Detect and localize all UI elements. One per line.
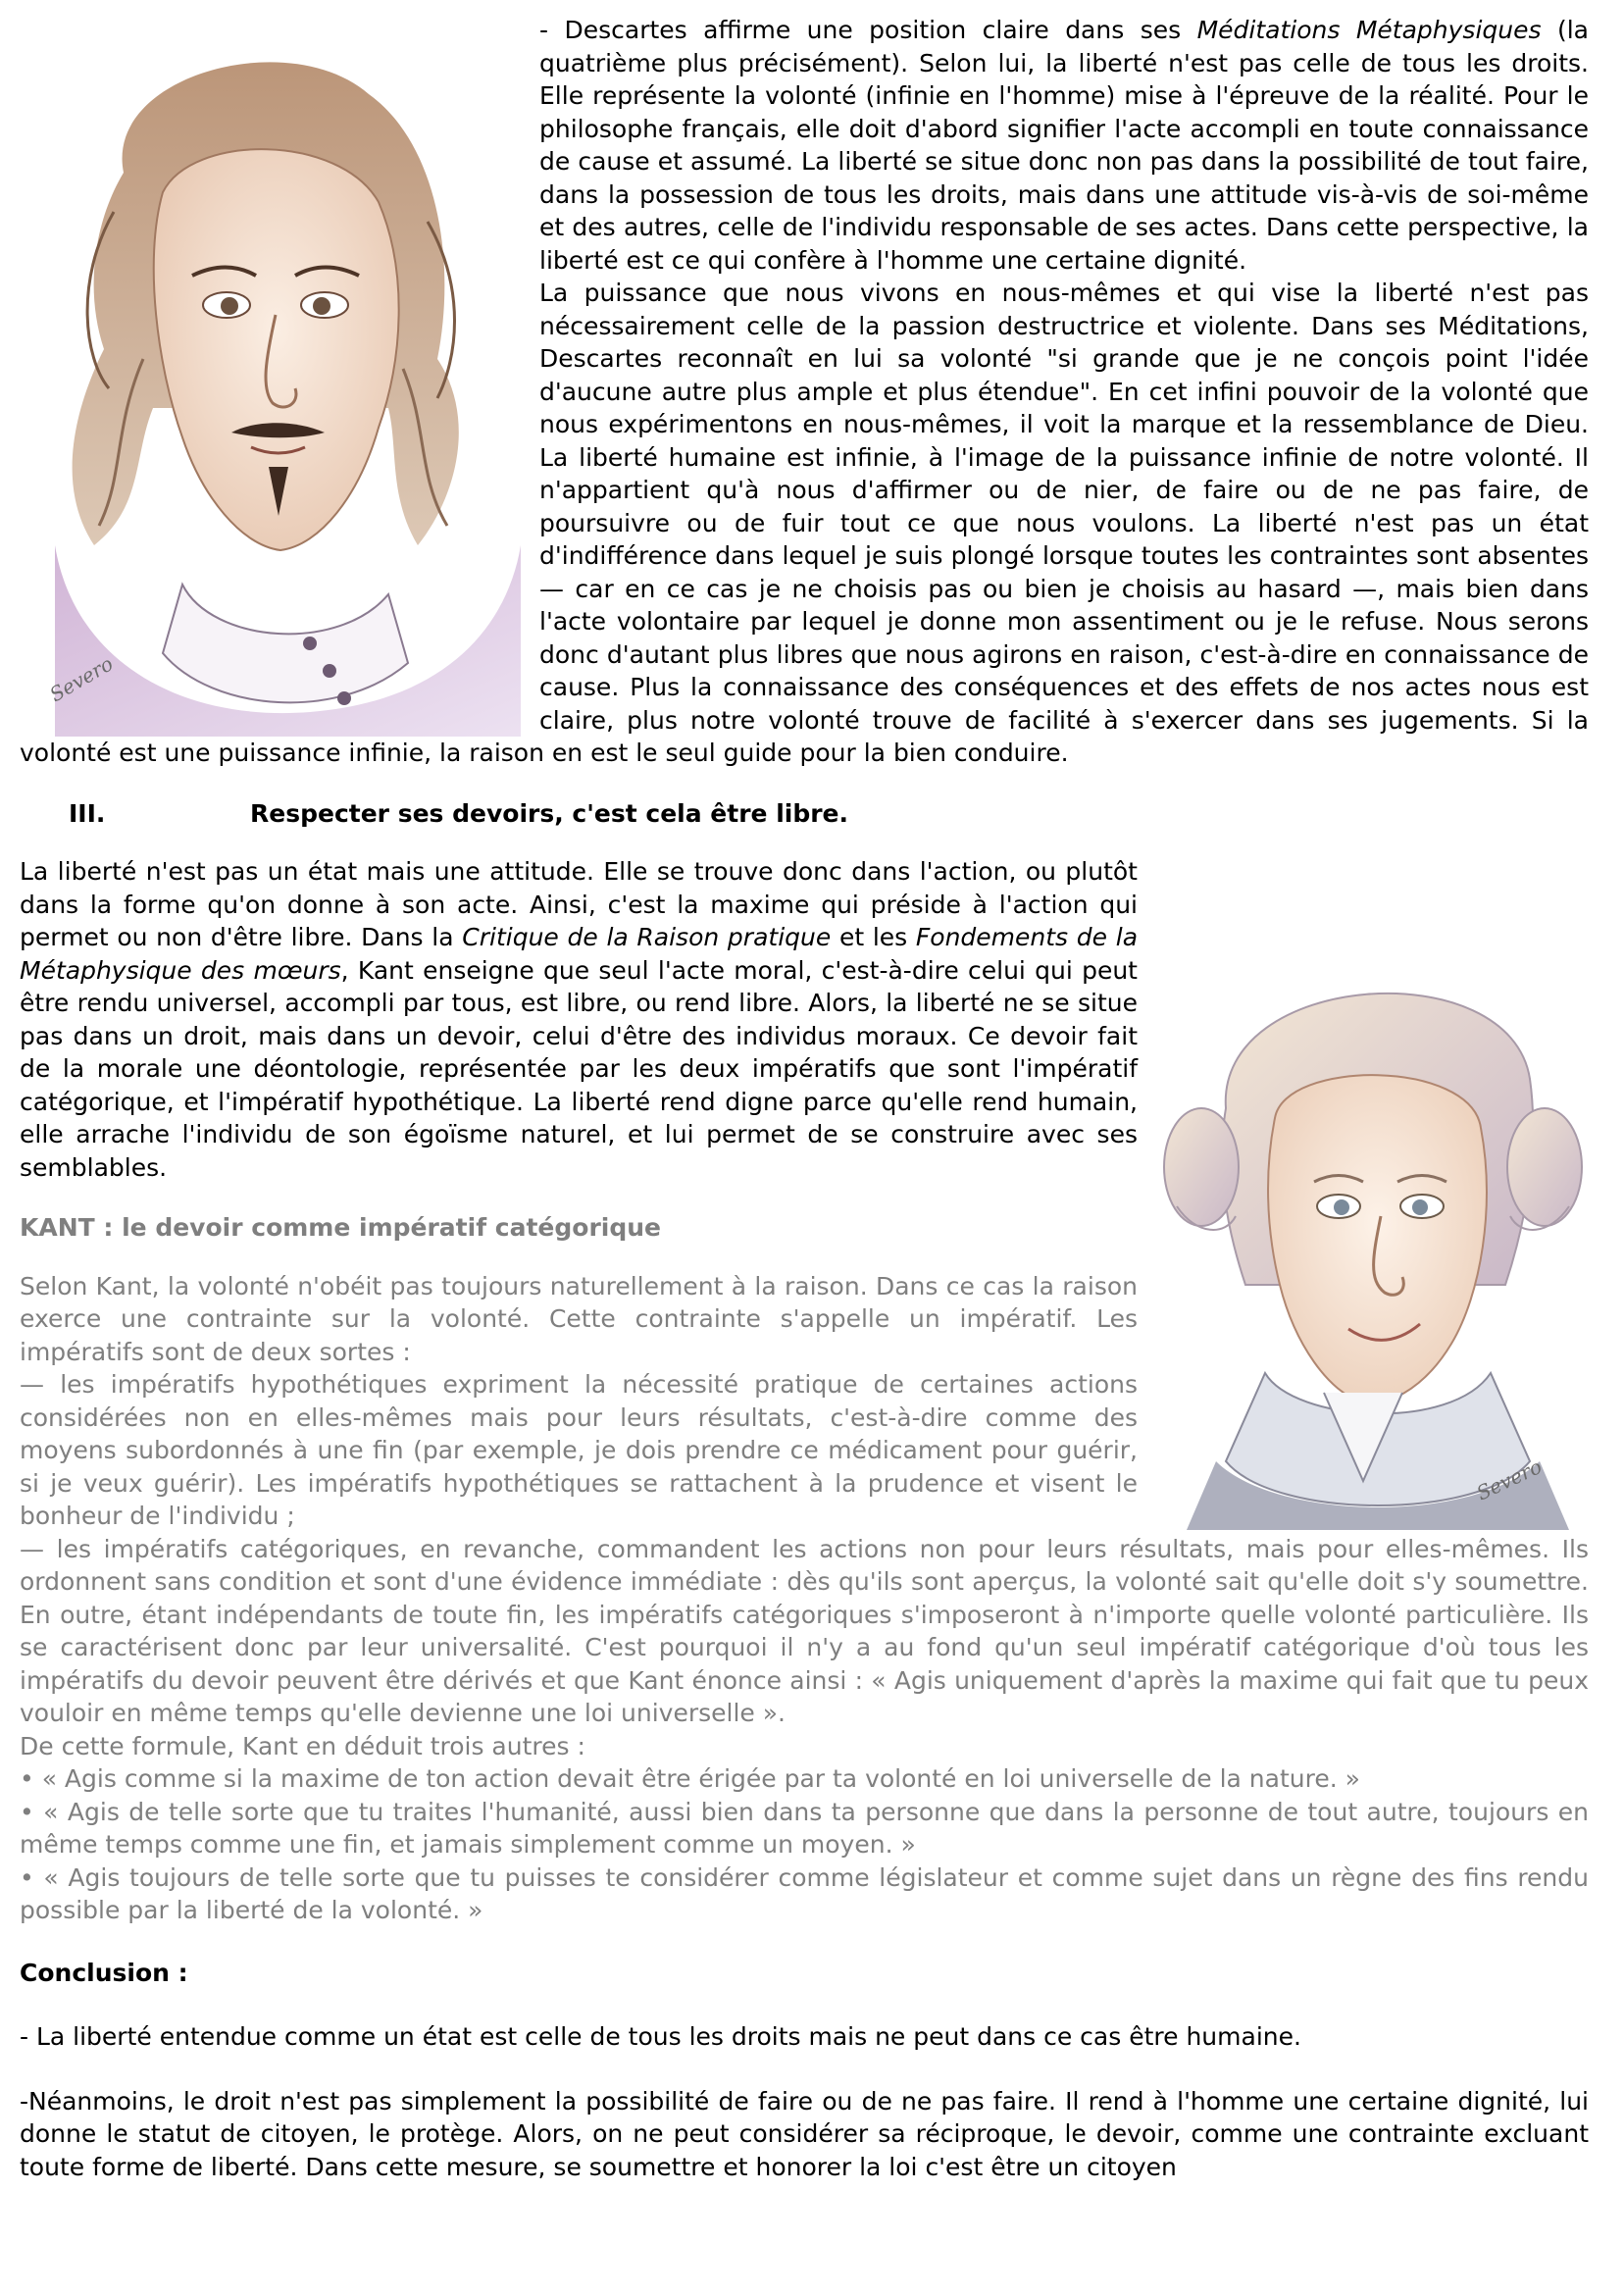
meditations-title: Méditations Métaphysiques: [1196, 16, 1542, 44]
critique-title: Critique de la Raison pratique: [462, 923, 832, 951]
kant-bullet-1: • « Agis comme si la maxime de ton action devait être érigée par ta volonté en loi universelle de la nature. »: [20, 1764, 1360, 1793]
conclusion-point-1: - La liberté entendue comme un état est celle de tous les droits mais ne peut dans ce cas être humaine.: [20, 2022, 1301, 2051]
conclusion-title: Conclusion :: [20, 1958, 188, 1987]
section-number: III.: [69, 798, 106, 828]
document-page: [20, 14, 1589, 2183]
kant-heading: KANT : le devoir comme impératif catégorique: [20, 1213, 661, 1242]
kant-caricature-image: [1157, 912, 1589, 1530]
kant-bullet-3: • « Agis toujours de telle sorte que tu puisses te considérer comme législateur et comme sujet dans un règne des fins rendu possible par la liberté de la volonté. »: [20, 1862, 1589, 1924]
descartes-caricature-image: [16, 35, 526, 737]
kant-hypothetical: — les impératifs hypothétiques expriment la nécessité pratique de certaines actions considérées non en elles-mêmes mais pour leurs résultats, c'est-à-dire comme des moyens subordonnés à une fin (par exemple, je dois prendre ce médicament pour guérir, si je veux guérir). Les impératifs hypothétiques se rattachent à la prudence et visent le bonheur de l'individu ;: [20, 1370, 1138, 1530]
conclusion-point-2: -Néanmoins, le droit n'est pas simplement la possibilité de faire ou de ne pas faire. Il rend à l'homme une certaine dignité, lui donne le statut de citoyen, le protège. Alors, on ne peut considérer sa réciproque, le devoir, comme une contrainte excluant toute forme de liberté. Dans cette mesure, se soumettre et honorer la loi c'est être un citoyen: [20, 2086, 1589, 2181]
descartes-signature: Severo: [45, 651, 118, 707]
kant-derived-intro: De cette formule, Kant en déduit trois autres :: [20, 1731, 585, 1760]
fondements-title: Fondements de la Métaphysique des mœurs: [20, 923, 1139, 985]
section-heading: [20, 797, 1589, 831]
descartes-paragraph-2: La puissance que nous vivons en nous-mêmes et qui vise la liberté n'est pas nécessairement celle de la passion destructrice et violente. Dans ses Méditations, Descartes reconnaît en lui sa volonté "si grande que je ne conçois point l'idée d'aucune autre plus ample et plus étendue". En cet infini pouvoir de la volonté que nous expérimentons en nous-mêmes, il voit la marque et la ressemblance de Dieu. La liberté humaine est infinie, à l'image de la puissance infinie de notre volonté. Il n'appartient qu'à nous d'affirmer ou de nier, de faire ou de ne pas faire, de poursuivre ou de fuir tout ce que nous voulons. La liberté n'est pas un état d'indifférence dans lequel je suis plongé lorsque toutes les contraintes sont absentes — car en ce cas je ne choisis pas ou bien je choisis au hasard —, mais bien dans l'acte volontaire par lequel je donne mon assentiment ou je le refuse. Nous serons donc d'autant plus libres que nous agirons en raison, c'est-à-dire en connaissance de cause. Plus la connaissance des conséquences et des effets de nos actes nous est claire, plus notre volonté trouve de facilité à s'exercer dans ses jugements. Si la volonté est une puissance infinie, la raison en est le seul guide pour la bien conduire.: [20, 279, 1589, 767]
kant-intro: Selon Kant, la volonté n'obéit pas toujours naturellement à la raison. Dans ce cas la raison exerce une contrainte sur la volonté. Cette contrainte s'appelle un impératif. Les impératifs sont de deux sortes :: [20, 1271, 1138, 1366]
descartes-section: [20, 14, 1589, 770]
kant-categorical: — les impératifs catégoriques, en revanche, commandent les actions non pour leurs résultats, mais pour elles-mêmes. Ils ordonnent sans condition et sont d'une évidence immédiate : dès qu'ils sont aperçus, la volonté sait qu'elle doit s'y soumettre. En outre, étant indépendants de toute fin, les impératifs catégoriques s'imposeront à n'importe quelle volonté particulière. Ils se caractérisent donc par leur universalité. C'est pourquoi il n'y a au fond qu'un seul impératif catégorique d'où tous les impératifs du devoir peuvent être dérivés et que Kant énonce ainsi : « Agis uniquement d'après la maxime qui fait que tu peux vouloir en même temps qu'elle devienne une loi universelle ».: [20, 1534, 1589, 1727]
kant-signature: Severo: [1472, 1454, 1546, 1505]
descartes-paragraph-1: - Descartes affirme une position claire dans ses Méditations Métaphysiques (la quatrième plus précisément). Selon lui, la liberté n'est pas celle de tous les droits. Elle représente la volonté (infinie en l'homme) mise à l'épreuve de la réalité. Pour le philosophe français, elle doit d'abord signifier l'acte accompli en toute connaissance de cause et assumé. La liberté se situe donc non pas dans la possibilité de tout faire, dans la possession de tous les droits, mais dans une attitude vis-à-vis de soi-même et des autres, celle de l'individu responsable de ses actes. Dans cette perspective, la liberté est ce qui confère à l'homme une certaine dignité.: [539, 16, 1590, 275]
descartes-portrait: [16, 35, 526, 737]
kant-bullet-2: • « Agis de telle sorte que tu traites l'humanité, aussi bien dans ta personne que dans la personne de tout autre, toujours en même temps comme une fin, et jamais simplement comme un moyen. »: [20, 1797, 1589, 1859]
section-title: Respecter ses devoirs, c'est cela être libre.: [250, 798, 849, 828]
section3-paragraph: La liberté n'est pas un état mais une attitude. Elle se trouve donc dans l'action, ou plutôt dans la forme qu'on donne à son acte. Ainsi, c'est la maxime qui préside à l'action qui permet ou non d'être libre. Dans la Critique de la Raison pratique et les Fondements de la Métaphysique des mœurs, Kant enseigne que seul l'acte moral, c'est-à-dire celui qui peut être rendu universel, accompli par tous, est libre, ou rend libre. Alors, la liberté ne se situe pas dans un droit, mais dans un devoir, celui d'être des individus moraux. Ce devoir fait de la morale une déontologie, représentée par les deux impératifs que sont l'impératif catégorique, et l'impératif hypothétique. La liberté rend digne parce qu'elle rend humain, elle arrache l'individu de son égoïsme naturel, et lui permet de se construire avec ses semblables.: [20, 857, 1139, 1182]
kant-portrait: [1157, 912, 1589, 1530]
